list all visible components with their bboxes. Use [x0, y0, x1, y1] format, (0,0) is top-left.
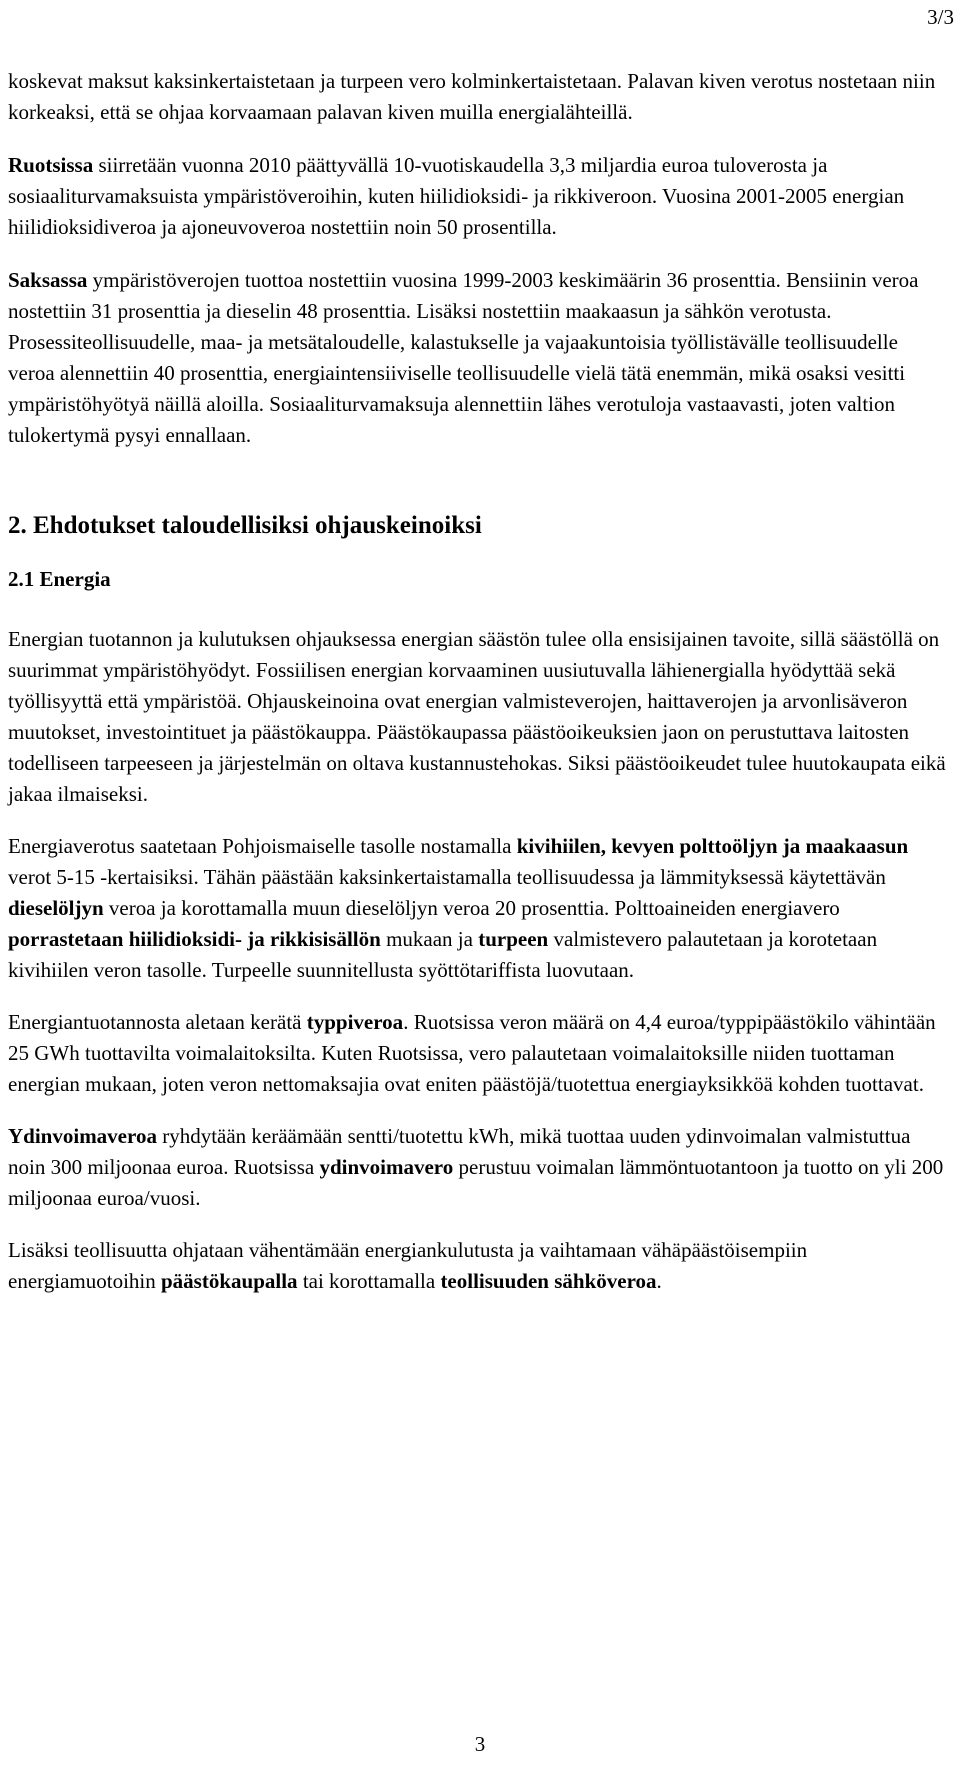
- country-label-ruotsissa: Ruotsissa: [8, 153, 94, 177]
- section-heading: 2. Ehdotukset taloudellisiksi ohjauskeinoiksi: [8, 512, 482, 539]
- subsection-heading: 2.1 Energia: [8, 567, 111, 591]
- country-label-saksassa: Saksassa: [8, 268, 88, 292]
- paragraph-nitrogen-tax: Energiantuotannosta aletaan kerätä typpiveroa. Ruotsissa veron määrä on 4,4 euroa/typpipäästökilo vähintään 25 GWh tuottavilta voimalaitoksilta. Kuten Ruotsissa, vero palautetaan voimalaitoksille niiden tuottaman energian mukaan, joten veron nettomaksajia ovat eniten päästöjä/tuotettua energiayksikköä kohden tuottavat.: [8, 1010, 936, 1096]
- page-number-footer: 3: [474, 1732, 486, 1756]
- page-counter: 3/3: [927, 5, 954, 29]
- document-body: [8, 66, 948, 1297]
- paragraph-intro-continuation: koskevat maksut kaksinkertaistetaan ja turpeen vero kolminkertaistetaan. Palavan kiven verotus nostetaan niin korkeaksi, että se ohjaa korvaamaan palavan kiven muilla energialähteillä.: [8, 69, 936, 124]
- paragraph-energy-saving: Energian tuotannon ja kulutuksen ohjauksessa energian säästön tulee olla ensisijainen tavoite, sillä säästöllä on suurimmat ympäristöhyödyt. Fossiilisen energian korvaaminen uusiutuvalla lähienergialla hyödyttää sekä työllisyyttä että ympäristöä. Ohjauskeinoina ovat energian valmisteverojen, haittaverojen ja arvonlisäveron muutokset, investointituet ja päästökauppa. Päästökaupassa päästöoikeuksien jaon on perustuttava laitosten todelliseen tarpeeseen ja järjestelmän on oltava kustannustehokas. Siksi päästöoikeudet tulee huutokaupata eikä jakaa ilmaiseksi.: [8, 627, 946, 806]
- paragraph-saksassa: Saksassa ympäristöverojen tuottoa nostettiin vuosina 1999-2003 keskimäärin 36 prosenttia. Bensiinin veroa nostettiin 31 prosenttia ja dieselin 48 prosenttia. Lisäksi nostettiin maakaasun ja sähkön verotusta. Prosessiteollisuudelle, maa- ja metsätaloudelle, kalastukselle ja vajaakuntoisia työllistävälle teollisuudelle veroa alennettiin 40 prosenttia, energiaintensiiviselle teollisuudelle vielä tätä enemmän, mikä osaksi vesitti ympäristöhyötyä näillä aloilla. Sosiaaliturvamaksuja alennettiin lähes verotuloja vastaavasti, joten valtion tulokertymä pysyi ennallaan.: [8, 268, 919, 447]
- paragraph-ruotsissa: Ruotsissa siirretään vuonna 2010 päättyvällä 10-vuotiskaudella 3,3 miljardia euroa tuloverosta ja sosiaaliturvamaksuista ympäristöveroihin, kuten hiilidioksidi- ja rikkiveroon. Vuosina 2001-2005 energian hiilidioksidiveroa ja ajoneuvoveroa nostettiin noin 50 prosentilla.: [8, 153, 905, 239]
- paragraph-industry: Lisäksi teollisuutta ohjataan vähentämään energiankulutusta ja vaihtamaan vähäpäästöisempiin energiamuotoihin päästökaupalla tai korottamalla teollisuuden sähköveroa.: [8, 1238, 808, 1293]
- paragraph-nuclear-tax: Ydinvoimaveroa ryhdytään keräämään sentti/tuotettu kWh, mikä tuottaa uuden ydinvoimalan valmistuttua noin 300 miljoonaa euroa. Ruotsissa ydinvoimavero perustuu voimalan lämmöntuotantoon ja tuotto on yli 200 miljoonaa euroa/vuosi.: [8, 1124, 944, 1210]
- paragraph-energy-taxation: Energiaverotus saatetaan Pohjoismaiselle tasolle nostamalla kivihiilen, kevyen polttoöljyn ja maakaasun verot 5-15 -kertaisiksi. Tähän päästään kaksinkertaistamalla teollisuudessa ja lämmityksessä käytettävän dieselöljyn veroa ja korottamalla muun dieselöljyn veroa 20 prosenttia. Polttoaineiden energiavero porrastetaan hiilidioksidi- ja rikkisisällön mukaan ja turpeen valmistevero palautetaan ja korotetaan kivihiilen veron tasolle. Turpeelle suunnitellusta syöttötariffista luovutaan.: [8, 834, 909, 982]
